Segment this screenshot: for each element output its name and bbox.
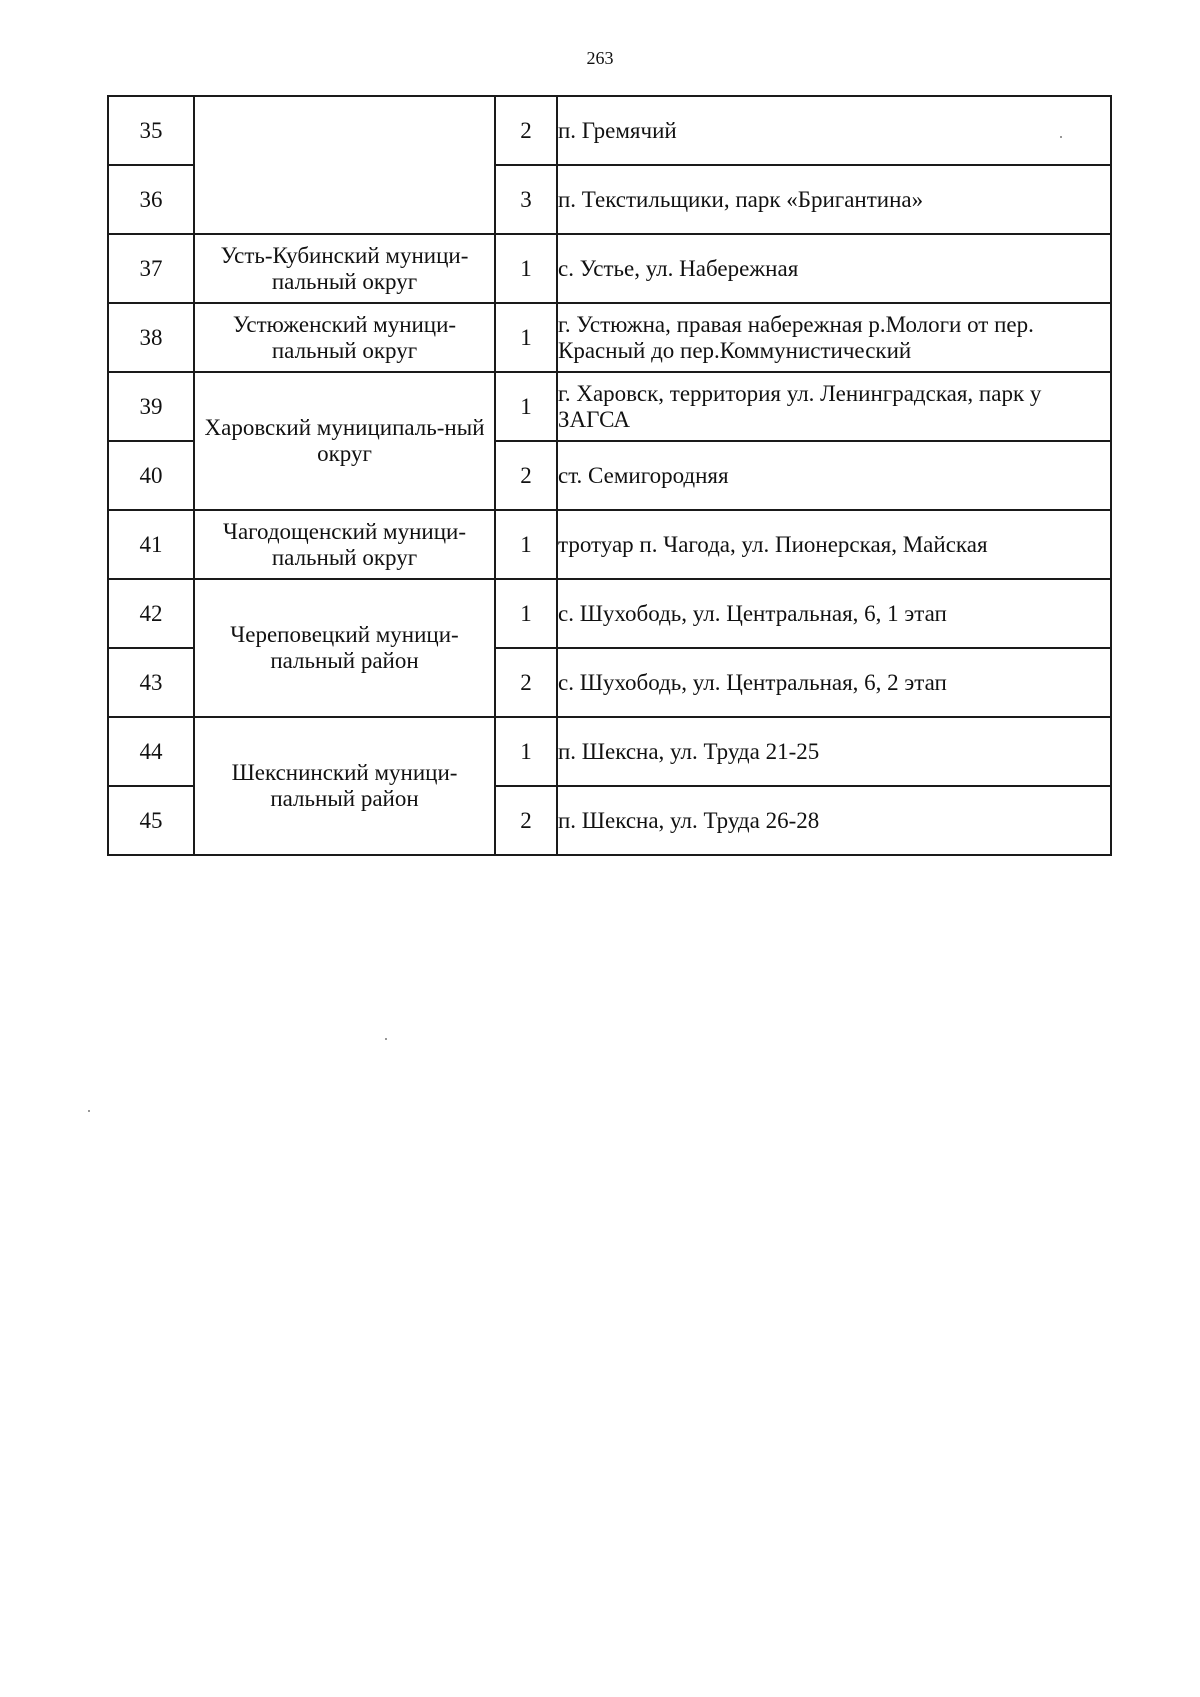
stage-number: 1 [495, 717, 557, 786]
table-row [108, 717, 1111, 786]
table-row [108, 96, 1111, 165]
row-number: 42 [108, 579, 194, 648]
place-cell: ст. Семигородняя [557, 441, 1111, 510]
row-number: 37 [108, 234, 194, 303]
place-cell: г. Харовск, территория ул. Ленинградская, парк у ЗАГСА [557, 372, 1111, 441]
scan-speck [385, 1038, 387, 1040]
table-row [108, 579, 1111, 648]
district-cell: Харовский муниципаль-ный округ [194, 372, 495, 510]
row-number: 38 [108, 303, 194, 372]
stage-number: 1 [495, 579, 557, 648]
table-row [108, 303, 1111, 372]
district-cell: Усть-Кубинский муници-пальный округ [194, 234, 495, 303]
place-cell: п. Текстильщики, парк «Бригантина» [557, 165, 1111, 234]
scan-speck [1060, 136, 1062, 138]
table-row [108, 510, 1111, 579]
stage-number: 2 [495, 96, 557, 165]
table-row [108, 372, 1111, 441]
place-cell: п. Шексна, ул. Труда 26-28 [557, 786, 1111, 855]
row-number: 40 [108, 441, 194, 510]
row-number: 41 [108, 510, 194, 579]
row-number: 36 [108, 165, 194, 234]
stage-number: 1 [495, 234, 557, 303]
row-number: 44 [108, 717, 194, 786]
place-cell: тротуар п. Чагода, ул. Пионерская, Майская [557, 510, 1111, 579]
stage-number: 2 [495, 441, 557, 510]
district-cell: Череповецкий муници-пальный район [194, 579, 495, 717]
row-number: 45 [108, 786, 194, 855]
stage-number: 1 [495, 303, 557, 372]
district-cell [194, 96, 495, 234]
district-cell: Чагодощенский муници-пальный округ [194, 510, 495, 579]
place-cell: г. Устюжна, правая набережная р.Мологи от пер. Красный до пер.Коммунистический [557, 303, 1111, 372]
stage-number: 2 [495, 786, 557, 855]
place-cell: с. Шухободь, ул. Центральная, 6, 2 этап [557, 648, 1111, 717]
data-table [107, 95, 1112, 856]
stage-number: 2 [495, 648, 557, 717]
place-cell: п. Гремячий [557, 96, 1111, 165]
row-number: 39 [108, 372, 194, 441]
place-cell: с. Шухободь, ул. Центральная, 6, 1 этап [557, 579, 1111, 648]
scan-speck [88, 1110, 90, 1112]
row-number: 43 [108, 648, 194, 717]
table-row [108, 234, 1111, 303]
stage-number: 1 [495, 372, 557, 441]
stage-number: 1 [495, 510, 557, 579]
place-cell: п. Шексна, ул. Труда 21-25 [557, 717, 1111, 786]
district-cell: Устюженский муници-пальный округ [194, 303, 495, 372]
page-number: 263 [586, 48, 614, 68]
place-cell: с. Устье, ул. Набережная [557, 234, 1111, 303]
row-number: 35 [108, 96, 194, 165]
stage-number: 3 [495, 165, 557, 234]
district-cell: Шекснинский муници-пальный район [194, 717, 495, 855]
